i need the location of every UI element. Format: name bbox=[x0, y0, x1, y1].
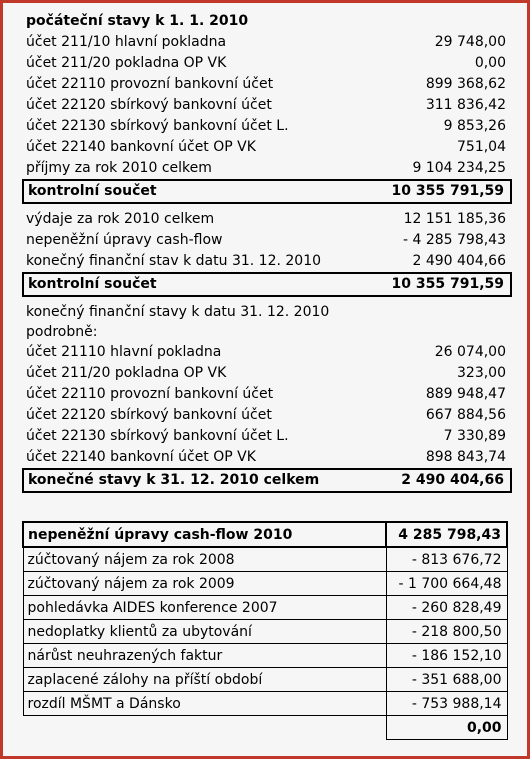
table-row: účet 22130 sbírkový bankovní účet L. 7 330,89 bbox=[26, 428, 506, 444]
table-row: účet 22140 bankovní účet OP VK 751,04 bbox=[26, 139, 506, 155]
table-row: zúčtovaný nájem za rok 2008 - 813 676,72 bbox=[23, 547, 507, 572]
table-row: účet 22120 sbírkový bankovní účet 311 836,42 bbox=[26, 97, 506, 113]
table-row: příjmy za rok 2010 celkem 9 104 234,25 bbox=[26, 160, 506, 176]
table-row: konečný finanční stav k datu 31. 12. 2010 2 490 404,66 bbox=[26, 253, 506, 269]
table-row: nedoplatky klientů za ubytování - 218 800,50 bbox=[23, 620, 507, 644]
table-row: zaplacené zálohy na příští období - 351 688,00 bbox=[23, 668, 507, 692]
table-row: účet 22110 provozní bankovní účet 899 368,62 bbox=[26, 76, 506, 92]
table-row: nárůst neuhrazených faktur - 186 152,10 bbox=[23, 644, 507, 668]
table-row: účet 22120 sbírkový bankovní účet 667 884,56 bbox=[26, 407, 506, 423]
final-balance-total-row: konečné stavy k 31. 12. 2010 celkem 2 490 404,66 bbox=[22, 468, 512, 493]
table-row: účet 21110 hlavní pokladna 26 074,00 bbox=[26, 344, 506, 360]
control-sum-row: kontrolní součet 10 355 791,59 bbox=[22, 179, 512, 204]
table-row: účet 211/10 hlavní pokladna 29 748,00 bbox=[26, 34, 506, 50]
cashflow-total-value: 0,00 bbox=[386, 716, 507, 740]
section-intro-detail: podrobně: bbox=[26, 324, 98, 340]
table-row: účet 22130 sbírkový bankovní účet L. 9 853,26 bbox=[26, 118, 506, 134]
control-sum-row: kontrolní součet 10 355 791,59 bbox=[22, 272, 512, 297]
cashflow-total-row bbox=[23, 716, 507, 740]
table-row: účet 211/20 pokladna OP VK 323,00 bbox=[26, 365, 506, 381]
table-row: účet 211/20 pokladna OP VK 0,00 bbox=[26, 55, 506, 71]
cashflow-adjustments-table bbox=[22, 521, 508, 740]
table-row: rozdíl MŠMT a Dánsko - 753 988,14 bbox=[23, 692, 507, 716]
cashflow-header-value: 4 285 798,43 bbox=[386, 522, 507, 547]
table-row: nepeněžní úpravy cash-flow - 4 285 798,43 bbox=[26, 232, 506, 248]
balance-summary bbox=[22, 11, 512, 493]
table-header-row bbox=[23, 522, 507, 547]
table-row: účet 22110 provozní bankovní účet 889 948,47 bbox=[26, 386, 506, 402]
table-row: účet 22140 bankovní účet OP VK 898 843,74 bbox=[26, 449, 506, 465]
table-row: výdaje za rok 2010 celkem 12 151 185,36 bbox=[26, 211, 506, 227]
table-row: zúčtovaný nájem za rok 2009 - 1 700 664,48 bbox=[23, 572, 507, 596]
cashflow-header-label: nepeněžní úpravy cash-flow 2010 bbox=[23, 522, 386, 547]
section-intro: konečný finanční stavy k datu 31. 12. 2010 bbox=[26, 304, 330, 320]
section-title-opening-balances: počáteční stavy k 1. 1. 2010 bbox=[26, 13, 249, 29]
table-row: pohledávka AIDES konference 2007 - 260 828,49 bbox=[23, 596, 507, 620]
